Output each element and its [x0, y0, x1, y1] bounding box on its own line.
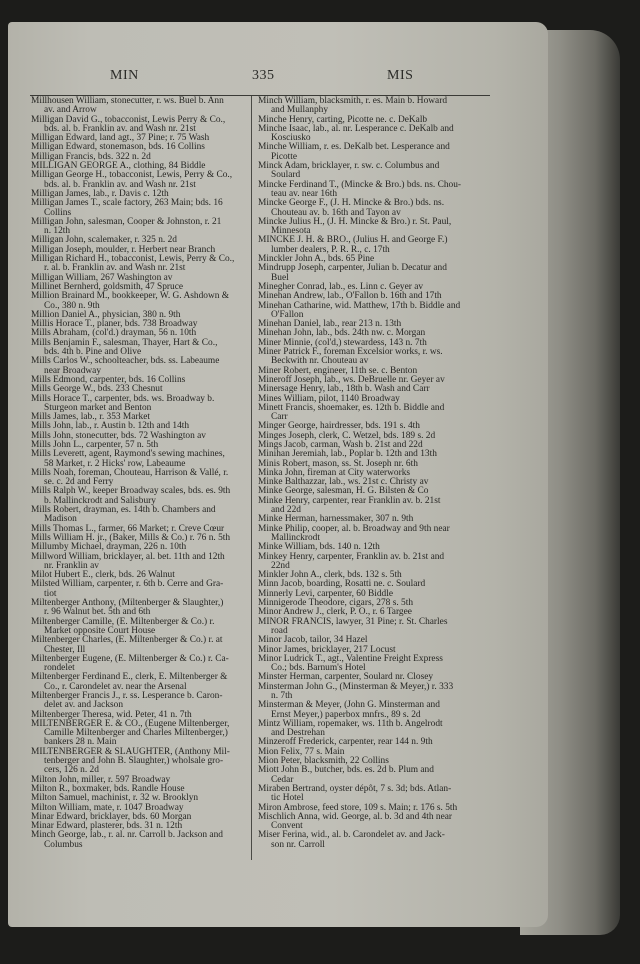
directory-entry: Mion Felix, 77 s. Main [258, 746, 345, 757]
directory-entry: Milsted William, carpenter, r. 6th b. Cerre and Gra- tiot [31, 579, 224, 599]
directory-entry: Minke George, salesman, H. G. Bilsten & Co [258, 486, 429, 497]
directory-entry: Mills Benjamin F., salesman, Thayer, Hart & Co., bds. 4th b. Pine and Olive [31, 337, 218, 358]
directory-entry: Mion Peter, blacksmith, 22 Collins [258, 756, 389, 767]
directory-entry: Minckler John A., bds. 65 Pine [258, 254, 375, 265]
directory-entry: Millumby Michael, drayman, 226 n. 10th [31, 542, 187, 553]
directory-entry: Millis Horace T., planer, bds. 738 Broadway [31, 319, 198, 330]
directory-entry: Millhousen William, stonecutter, r. ws. Buel b. Ann av. and Arrow [31, 96, 224, 116]
directory-entry: Milligan David G., tobacconist, Lewis Perry & Co., bds. al. b. Franklin av. and Wash nr. 21st [31, 114, 226, 134]
directory-entry: Milligan James, lab., r. Davis c. 12th [31, 188, 169, 199]
directory-entry: Milligan John, scalemaker, r. 325 n. 2d [31, 235, 177, 246]
directory-entry: Milligan Edward, stonemason, bds. 16 Collins [31, 142, 205, 153]
directory-entry: Mills James, lab., r. 353 Market [31, 412, 150, 423]
directory-entry: Minges Joseph, clerk, C. Wetzel, bds. 189 s. 2d [258, 430, 436, 441]
directory-entry: Millword William, bricklayer, al. bet. 11th and 12th nr. Franklin av [31, 551, 225, 571]
directory-entry: MILTENBERGER & SLAUGHTER, (Anthony Mil- tenberger and John B. Slaughter,) wholsale gro- cers, 126 n. 2d [31, 746, 230, 776]
directory-entry: Minka John, fireman at City waterworks [258, 467, 411, 478]
directory-entry: Minis Robert, mason, ss. St. Joseph nr. 6th [258, 458, 418, 469]
directory-entry: Minehan Daniel, lab., rear 213 n. 13th [258, 319, 402, 330]
directory-entry: Mills John, lab., r. Austin b. 12th and 14th [31, 421, 190, 432]
directory-entry: Miltenberger Camille, (E. Miltenberger & Co.) r. Market opposite Court House [31, 616, 215, 636]
directory-entry: Minck Adam, bricklayer, r. sw. c. Columbus and Soulard [258, 161, 440, 181]
directory-entry: Minor Jacob, tailor, 34 Hazel [258, 635, 368, 646]
directory-entry: Mischlich Anna, wid. George, al. b. 3d and 4th near Convent [258, 811, 453, 832]
directory-entry: Miltenberger Francis J., r. ss. Lesperance b. Caron- delet av. and Jackson [31, 691, 223, 711]
directory-entry: Mincke Ferdinand T., (Mincke & Bro.) bds. ns. Chou- teau av. near 16th [258, 179, 462, 199]
directory-entry: Minche Isaac, lab., al. nr. Lesperance c. DeKalb and Kosciusko [258, 123, 454, 144]
right-column [258, 97, 490, 850]
directory-entry: Milligan Edward, land agt., 37 Pine; r. 75 Wash [31, 133, 210, 144]
directory-entry: Mills Ralph W., keeper Broadway scales, bds. es. 9th b. Mallinckrodt and Salisbury [31, 486, 231, 506]
directory-entry: Minett Francis, shoemaker, es. 12th b. Biddle and Carr [258, 402, 445, 423]
left-guide-word: MIN [110, 68, 139, 83]
directory-entry: Million Daniel A., physician, 380 n. 9th [31, 309, 181, 320]
directory-entry: Milligan William, 267 Washington av [31, 272, 173, 283]
directory-entry: Mills Edmond, carpenter, bds. 16 Collins [31, 374, 186, 385]
directory-entry: Minnerly Levi, carpenter, 60 Biddle [258, 588, 393, 599]
directory-entry: Miser Ferina, wid., al. b. Carondelet av. and Jack- son nr. Carroll [258, 830, 445, 850]
directory-entry: Milton Samuel, machinist, r. 32 w. Brooklyn [31, 793, 199, 804]
directory-entry: Minar Edward, bricklayer, bds. 60 Morgan [31, 811, 192, 822]
directory-entry: Miner Patrick F., foreman Excelsior works, r. ws. Beckwith nr. Chouteau av [258, 347, 443, 367]
directory-entry: Minkler John A., clerk, bds. 132 s. 5th [258, 570, 402, 581]
directory-entry: Minsterman John G., (Minsterman & Meyer,) r. 333 n. 7th [258, 681, 454, 701]
left-column [31, 97, 248, 850]
directory-entry: Minnigerode Theodore, cigars, 278 s. 5th [258, 598, 414, 609]
directory-entry: Mills George W., bds. 233 Chesnut [31, 384, 163, 395]
directory-entry: Milton R., boxmaker, bds. Randle House [31, 783, 185, 794]
page-number: 335 [252, 68, 275, 83]
directory-entry: Minersage Henry, lab., 18th b. Wash and Carr [258, 384, 430, 395]
directory-entry: Minger George, hairdresser, bds. 191 s. 4th [258, 421, 420, 432]
directory-entry: Minehan Catharine, wid. Matthew, 17th b. Biddle and O'Fallon [258, 300, 461, 320]
directory-entry: Mincke George F., (J. H. Mincke & Bro.) bds. ns. Chouteau av. b. 16th and Tayon av [258, 198, 445, 218]
directory-entry: Milligan James T., scale factory, 263 Main; bds. 16 Collins [31, 198, 223, 218]
directory-entry: Mills John L., carpenter, 57 n. 5th [31, 439, 159, 450]
directory-entry: MINOR FRANCIS, lawyer, 31 Pine; r. St. Charles road [258, 616, 448, 636]
directory-entry: Miltenberger Anthony, (Miltenberger & Slaughter,) r. 96 Walnut bet. 5th and 6th [31, 598, 224, 618]
directory-entry: Minke William, bds. 140 n. 12th [258, 542, 380, 553]
directory-entry: Mills Leverett, agent, Raymond's sewing machines, 58 Market, r. 2 Hicks' row, Labeaume [31, 449, 225, 469]
directory-entry: Mindrupp Joseph, carpenter, Julian b. Decatur and Buel [258, 263, 447, 283]
directory-entry: Minar Edward, plasterer, bds. 31 n. 12th [31, 821, 183, 832]
directory-entry: Minch George, lab., r. al. nr. Carroll b. Jackson and Columbus [31, 830, 223, 850]
directory-entry: Mills Carlos W., schoolteacher, bds. ss. Labeaume near Broadway [31, 356, 220, 376]
directory-entry: Minn Jacob, boarding, Rosatti ne. c. Soulard [258, 579, 426, 590]
directory-entry: Mineroff Joseph, lab., ws. DeBruelle nr. Geyer av [258, 374, 445, 385]
directory-entry: Milligan Joseph, moulder, r. Herbert near Branch [31, 244, 216, 255]
directory-entry: Mines William, pilot, 1140 Broadway [258, 393, 400, 404]
directory-entry: Milligan Francis, bds. 322 n. 2d [31, 151, 151, 162]
directory-entry: Miltenberger Eugene, (E. Miltenberger & Co.) r. Ca- rondelet [31, 653, 229, 674]
directory-entry: Minke Henry, carpenter, rear Franklin av. b. 21st and 22d [258, 495, 441, 516]
directory-entry: Minke Herman, harnessmaker, 307 n. 9th [258, 514, 414, 525]
directory-entry: Mills Thomas L., farmer, 66 Market; r. Creve Cœur [31, 523, 225, 534]
directory-entry: Milligan George H., tobacconist, Lewis, Perry & Co., bds. al. b. Franklin av. and Wash nr. 21st [31, 170, 233, 190]
directory-entry: Millinet Bernherd, goldsmith, 47 Spruce [31, 281, 184, 292]
directory-entry: Minor Andrew J., clerk, P. O., r. 6 Targee [258, 607, 412, 618]
directory-entry: Minihan Jeremiah, lab., Poplar b. 12th and 13th [258, 449, 437, 460]
directory-entry: Minehan Andrew, lab., O'Fallon b. 16th and 17th [258, 291, 442, 302]
directory-entry: Miron Ambrose, feed store, 109 s. Main; r. 176 s. 5th [258, 802, 458, 813]
directory-entry: MILTENBERGER E. & CO., (Eugene Miltenberger, Camille Miltenberger and Charles Miltenberger,) bankers 28 n. Main [31, 718, 230, 748]
directory-entry: Minegher Conrad, lab., es. Linn c. Geyer av [258, 281, 424, 292]
directory-entry: Minor Ludrick T., agt., Valentine Freight Express Co.; bds. Barnum's Hotel [258, 653, 443, 674]
column-divider [251, 96, 252, 860]
directory-entry: Minsterman & Meyer, (John G. Minsterman and Ernst Meyer,) paperbox mnfrs., 89 s. 2d [258, 700, 440, 720]
directory-entry: Minche Henry, carting, Picotte ne. c. DeKalb [258, 114, 428, 125]
directory-entry: MINCKE J. H. & BRO., (Julius H. and George F.) lumber dealers, P. R. R., c. 17th [258, 235, 448, 255]
directory-entry: Milton William, mate, r. 1047 Broadway [31, 802, 184, 813]
directory-entry: Milligan John, salesman, Cooper & Johnston, r. 21 n. 12th [31, 216, 222, 237]
directory-entry: Miltenberger Charles, (E. Miltenberger & Co.) r. at Chester, Ill [31, 635, 223, 655]
directory-entry: Minke Balthazzar, lab., ws. 21st c. Christy av [258, 477, 429, 488]
directory-entry: Mills Noah, foreman, Chouteau, Harrison & Vallé, r. se. c. 2d and Ferry [31, 467, 229, 488]
directory-entry: Mills Abraham, (col'd.) drayman, 56 n. 10th [31, 328, 197, 339]
directory-entry: Milot Hubert E., clerk, bds. 26 Walnut [31, 570, 175, 581]
directory-entry: Minkey Henry, carpenter, Franklin av. b. 21st and 22nd [258, 551, 445, 571]
directory-entry: Milton John, miller, r. 597 Broadway [31, 774, 171, 785]
directory-entry: Mills William H. jr., (Baker, Mills & Co.) r. 76 n. 5th [31, 532, 231, 543]
directory-entry: Miner Minnie, (col'd,) stewardess, 143 n. 7th [258, 337, 427, 348]
directory-entry: Miltenberger Theresa, wid. Peter, 41 n. 7th [31, 709, 192, 720]
directory-entry: Mills John, stonecutter, bds. 72 Washington av [31, 430, 206, 441]
directory-entry: Miott John B., butcher, bds. es. 2d b. Plum and Cedar [258, 765, 434, 785]
directory-entry: Mills Horace T., carpenter, bds. ws. Broadway b. Sturgeon market and Benton [31, 393, 215, 413]
directory-entry: Minster Herman, carpenter, Soulard nr. Closey [258, 672, 434, 683]
directory-entry: Mills Robert, drayman, es. 14th b. Chambers and Madison [31, 505, 216, 525]
directory-entry: Mintz William, ropemaker, ws. 11th b. Angelrodt and Destrehan [258, 718, 443, 739]
directory-entry: Minche William, r. es. DeKalb bet. Lesperance and Picotte [258, 142, 450, 162]
directory-entry: Million Brainard M., bookkeeper, W. G. Ashdown & Co., 380 n. 9th [31, 291, 230, 311]
directory-entry: Minke Philip, cooper, al. b. Broadway and 9th near Mallinckrodt [258, 523, 450, 543]
directory-entry: Mincke Julius H., (J. H. Mincke & Bro.) r. St. Paul, Minnesota [258, 216, 452, 237]
directory-entry: Mings Jacob, carman, Wash b. 21st and 22d [258, 439, 423, 450]
directory-entry: Minch William, blacksmith, r. es. Main b. Howard and Mullanphy [258, 96, 448, 116]
directory-entry: Miraben Bertrand, oyster dépôt, 7 s. 3d; bds. Atlan- tic Hotel [258, 783, 452, 804]
directory-entry: Miltenberger Ferdinand E., clerk, E. Miltenberger & Co., r. Carondelet av. near the Arsenal [31, 672, 228, 692]
right-guide-word: MIS [387, 68, 414, 83]
directory-entry: Milligan Richard H., tobacconist, Lewis, Perry & Co., r. al. b. Franklin av. and Wash nr. 21st [31, 254, 235, 274]
directory-entry: Miner Robert, engineer, 11th se. c. Benton [258, 365, 418, 376]
directory-entry: MILLIGAN GEORGE A., clothing, 84 Biddle [31, 161, 206, 172]
directory-entry: Minehan John, lab., bds. 24th nw. c. Morgan [258, 328, 426, 339]
directory-entry: Minzeroff Frederick, carpenter, rear 144 n. 9th [258, 737, 433, 748]
directory-entry: Minor James, bricklayer, 217 Locust [258, 644, 396, 655]
